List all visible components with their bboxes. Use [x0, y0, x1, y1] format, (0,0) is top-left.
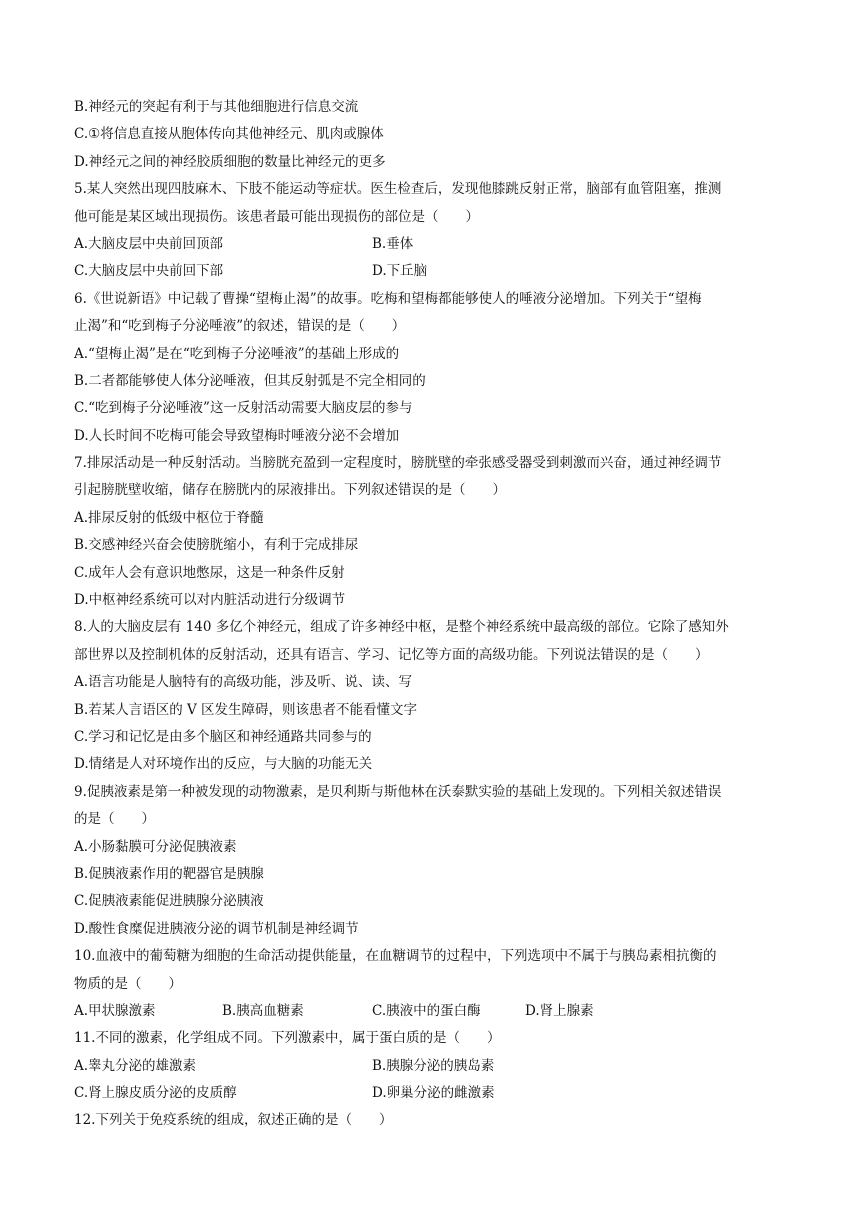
option-text: B.垂体	[372, 235, 414, 252]
option-text: A.语言功能是人脑特有的高级功能，涉及听、说、读、写	[74, 674, 413, 691]
option-text: D.下丘脑	[372, 263, 428, 280]
option-text: D.酸性食糜促进胰液分泌的调节机制是神经调节	[74, 920, 359, 937]
option-text: C.肾上腺皮质分泌的皮质醇	[74, 1085, 237, 1102]
question-stem: 11.不同的激素，化学组成不同。下列激素中，属于蛋白质的是（ ）	[74, 1030, 501, 1047]
option-row	[74, 1080, 804, 1107]
question-stem: 的是（ ）	[74, 811, 155, 828]
question-stem: 部世界以及控制机体的反射活动，还具有语言、学习、记忆等方面的高级功能。下列说法错误的是（ ）	[74, 646, 709, 663]
option-text: A.“望梅止渴”是在“吃到梅子分泌唾液”的基础上形成的	[74, 345, 400, 362]
option-text: A.睾丸分泌的雄激素	[74, 1057, 197, 1074]
question-stem: 止渴”和“吃到梅子分泌唾液”的叙述，错误的是（ ）	[74, 318, 406, 335]
question-stem: 引起膀胱壁收缩，储存在膀胱内的尿液排出。下列叙述错误的是（ ）	[74, 482, 506, 499]
question-stem: 5.某人突然出现四肢麻木、下肢不能运动等症状。医生检查后，发现他膝跳反射正常，脑部有血管阻塞，推测	[74, 181, 722, 198]
option-text: D.卵巢分泌的雌激素	[372, 1085, 495, 1102]
question-stem: 6.《世说新语》中记载了曹操“望梅止渴”的故事。吃梅和望梅都能够使人的唾液分泌增加。下列关于“望梅	[74, 290, 702, 307]
option-text: A.甲状腺激素	[74, 1002, 156, 1019]
exam-page	[74, 94, 804, 1135]
option-text: D.情绪是人对环境作出的反应，与大脑的功能无关	[74, 756, 373, 773]
question-stem: 他可能是某区域出现损伤。该患者最可能出现损伤的部位是（ ）	[74, 208, 479, 225]
option-text: B.二者都能够使人体分泌唾液，但其反射弧是不完全相同的	[74, 372, 426, 389]
option-text: C.胰液中的蛋白酶	[372, 1002, 481, 1019]
option-text: A.小肠黏膜可分泌促胰液素	[74, 838, 237, 855]
option-text: A.大脑皮层中央前回顶部	[74, 235, 224, 252]
question-stem: 9.促胰液素是第一种被发现的动物激素，是贝利斯与斯他林在沃泰默实验的基础上发现的。下列相关叙述错误	[74, 783, 722, 800]
option-row	[74, 998, 804, 1025]
option-text: D.中枢神经系统可以对内脏活动进行分级调节	[74, 592, 346, 609]
option-text: C.成年人会有意识地憋尿，这是一种条件反射	[74, 564, 345, 581]
option-text: C.学习和记忆是由多个脑区和神经通路共同参与的	[74, 728, 372, 745]
option-text: B.促胰液素作用的靶器官是胰腺	[74, 865, 264, 882]
option-text: C.大脑皮层中央前回下部	[74, 263, 224, 280]
question-stem: 8.人的大脑皮层有 140 多亿个神经元，组成了许多神经中枢，是整个神经系统中最高级的部位。它除了感知外	[74, 619, 729, 636]
option-text: B.胰腺分泌的胰岛素	[372, 1057, 495, 1074]
option-text: C.“吃到梅子分泌唾液”这一反射活动需要大脑皮层的参与	[74, 400, 413, 417]
question-stem: 物质的是（ ）	[74, 975, 182, 992]
option-text: D.神经元之间的神经胶质细胞的数量比神经元的更多	[74, 153, 386, 170]
option-text: D.肾上腺素	[525, 1002, 594, 1019]
option-text: B.神经元的突起有利于与其他细胞进行信息交流	[74, 99, 359, 115]
option-text: C.①将信息直接从胞体传向其他神经元、肌肉或腺体	[74, 126, 384, 143]
option-row	[74, 1053, 804, 1080]
question-stem: 7.排尿活动是一种反射活动。当膀胱充盈到一定程度时，膀胱壁的牵张感受器受到刺激而兴奋，通过神经调节	[74, 455, 722, 472]
option-text: B.若某人言语区的 V 区发生障碍，则该患者不能看懂文字	[74, 701, 418, 718]
option-text: D.人长时间不吃梅可能会导致望梅时唾液分泌不会增加	[74, 427, 400, 444]
option-text: A.排尿反射的低级中枢位于脊髓	[74, 509, 264, 526]
option-text: C.促胰液素能促进胰腺分泌胰液	[74, 893, 264, 910]
option-row	[74, 231, 804, 258]
option-text: B.胰高血糖素	[222, 1002, 304, 1019]
option-row	[74, 258, 804, 285]
question-stem: 12.下列关于免疫系统的组成，叙述正确的是（ ）	[74, 1112, 393, 1129]
option-text: B.交感神经兴奋会使膀胱缩小，有利于完成排尿	[74, 537, 359, 554]
question-stem: 10.血液中的葡萄糖为细胞的生命活动提供能量，在血糖调节的过程中，下列选项中不属于与胰岛素相抗衡的	[74, 948, 717, 965]
